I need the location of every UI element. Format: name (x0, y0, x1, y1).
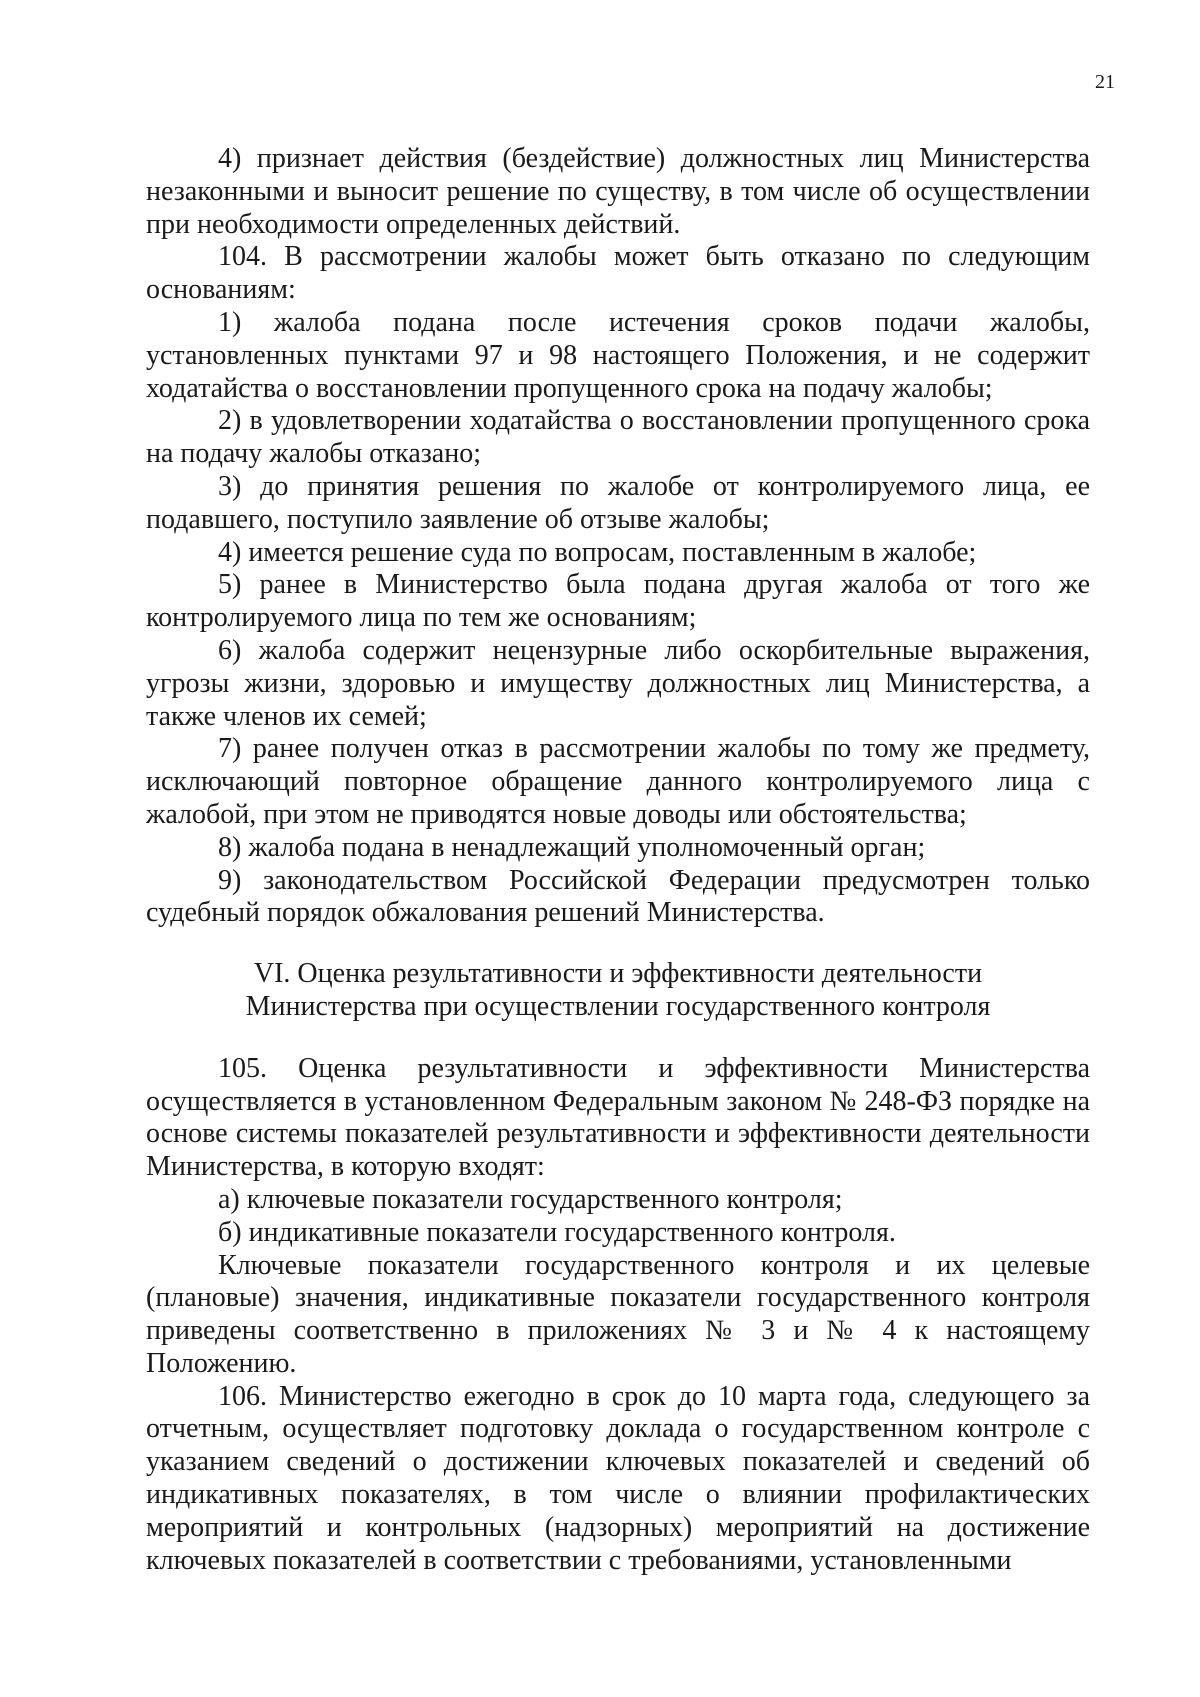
paragraph-105-assessment: 105. Оценка результативности и эффективности Министерства осуществляется в установленном Федеральным законом № 248-ФЗ порядке на основе системы показателей результативности и эффективности деятельности Министерства, в которую входят: (146, 1052, 1090, 1183)
refusal-ground-9: 9) законодательством Российской Федерации предусмотрен только судебный порядок обжалования решений Министерства. (146, 864, 1090, 929)
section-heading-line-1: VI. Оценка результативности и эффективности деятельности (253, 958, 983, 990)
refusal-ground-7: 7) ранее получен отказ в рассмотрении жалобы по тому же предмету, исключающий повторное обращение данного контролируемого лица с жалобой, при этом не приводятся новые доводы или обстоятельства; (146, 733, 1090, 830)
refusal-ground-6: 6) жалоба содержит нецензурные либо оскорбительные выражения, угрозы жизни, здоровью и имуществу должностных лиц Министерства, а также членов их семей; (146, 634, 1090, 732)
refusal-ground-8: 8) жалоба подана в ненадлежащий уполномоченный орган; (218, 831, 926, 863)
section-heading-line-2: Министерства при осуществлении государственного контроля (245, 990, 991, 1022)
section-heading (146, 958, 1090, 1024)
paragraph-key-indicators-appendix: Ключевые показатели государственного контроля и их целевые (плановые) значения, индикативные показатели государственного контроля приведены соответственно в приложениях № 3 и № 4 к настоящему Положению. (146, 1249, 1090, 1379)
indicator-item-b: б) индикативные показатели государственного контроля. (218, 1216, 896, 1248)
paragraph-item-4-annul: 4) признает действия (бездействие) должностных лиц Министерства незаконными и выносит решение по существу, в том числе об осуществлении при необходимости определенных действий. (146, 143, 1090, 240)
document-body (146, 143, 1090, 1577)
refusal-ground-2: 2) в удовлетворении ходатайства о восстановлении пропущенного срока на подачу жалобы отказано; (146, 405, 1090, 470)
paragraph-104-refusal-grounds: 104. В рассмотрении жалобы может быть отказано по следующим основаниям: (146, 241, 1090, 306)
refusal-ground-4: 4) имеется решение суда по вопросам, поставленным в жалобе; (218, 536, 977, 568)
paragraph-106-annual-report: 106. Министерство ежегодно в срок до 10 марта года, следующего за отчетным, осуществляет подготовку доклада о государственном контроле с указанием сведений о достижении ключевых показателей и сведений об индикативных показателях, в том числе о влиянии профилактических мероприятий и контрольных (надзорных) мероприятий на достижение ключевых показателей в соответствии с требованиями, установленными (146, 1380, 1090, 1576)
refusal-ground-1: 1) жалоба подана после истечения сроков подачи жалобы, установленных пунктами 97 и 98 настоящего Положения, и не содержит ходатайства о восстановлении пропущенного срока на подачу жалобы; (146, 306, 1090, 404)
refusal-ground-3: 3) до принятия решения по жалобе от контролируемого лица, ее подавшего, поступило заявление об отзыве жалобы; (146, 470, 1090, 535)
indicator-item-a: а) ключевые показатели государственного контроля; (218, 1183, 843, 1215)
refusal-ground-5: 5) ранее в Министерство была подана другая жалоба от того же контролируемого лица по тем же основаниям; (146, 569, 1090, 634)
page-number: 21 (1095, 71, 1115, 93)
